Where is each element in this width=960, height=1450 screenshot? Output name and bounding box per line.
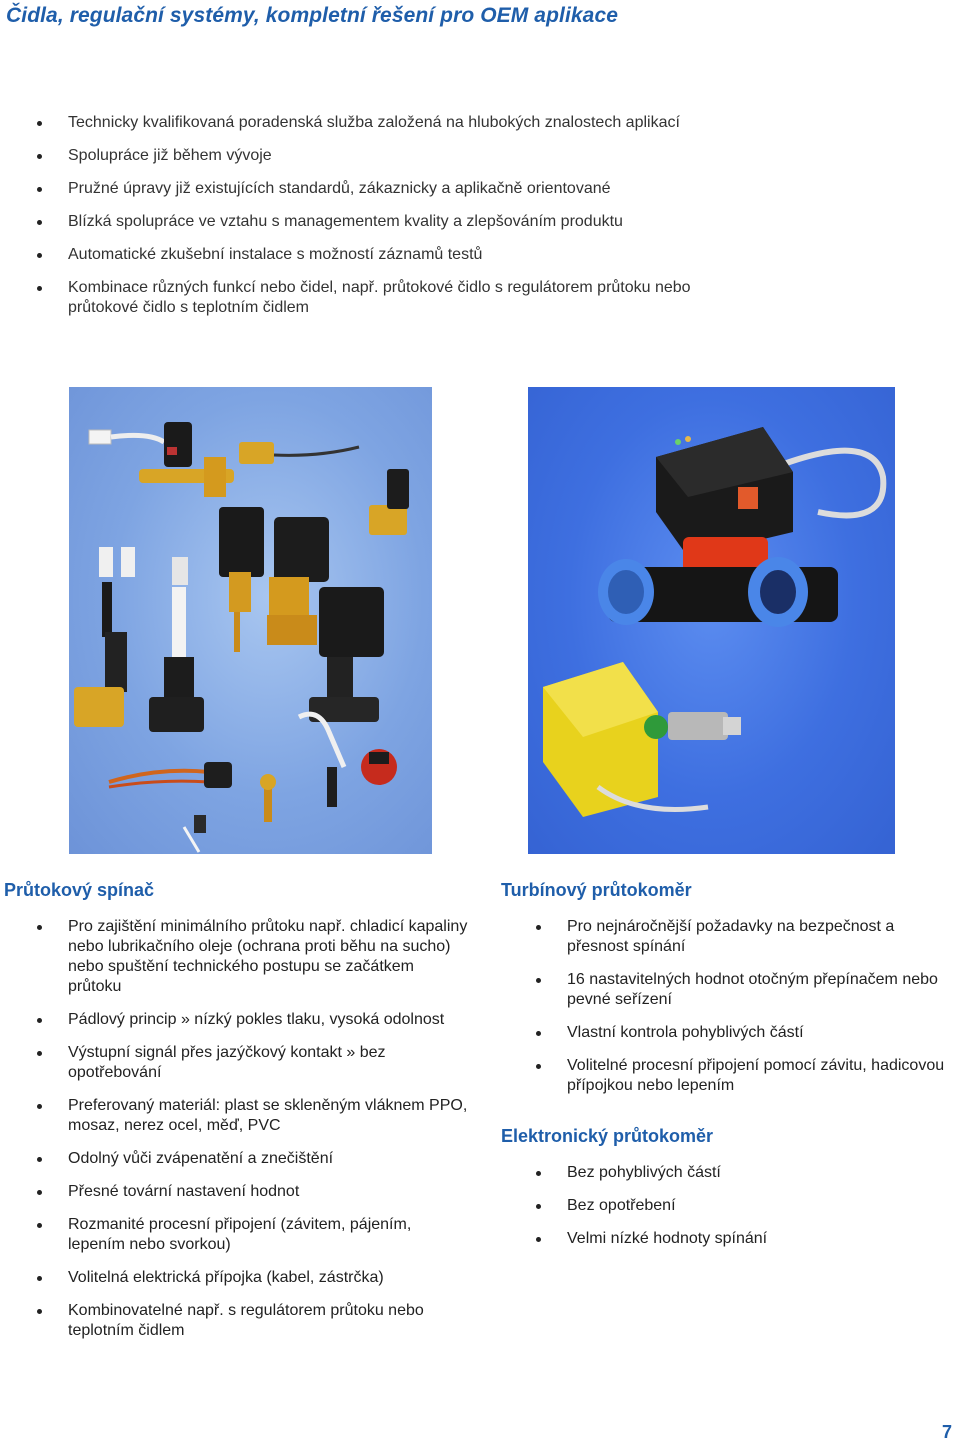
list-item-text: Rozmanité procesní připojení (závitem, pájením, lepením nebo svorkou) <box>68 1216 412 1253</box>
bullet-icon <box>536 1064 541 1069</box>
list-item <box>68 212 948 232</box>
bullet-icon <box>536 1031 541 1036</box>
bullet-icon <box>37 1190 42 1195</box>
bullet-icon <box>37 1223 42 1228</box>
list-item <box>567 1196 952 1216</box>
bullet-icon <box>37 1309 42 1314</box>
list-item <box>68 179 948 199</box>
bullet-icon <box>37 187 42 192</box>
flow-switch-illustration <box>69 387 432 854</box>
turbine-meter-heading: Turbínový průtokoměr <box>501 880 692 900</box>
bullet-icon <box>37 154 42 159</box>
bullet-icon <box>37 286 42 291</box>
list-item-text: Odolný vůči zvápenatění a znečištění <box>68 1150 334 1167</box>
bullet-icon <box>37 1104 42 1109</box>
bullet-icon <box>37 1051 42 1056</box>
electronic-meter-list <box>567 1163 952 1262</box>
list-item-text: Blízká spolupráce ve vztahu s managementem kvality a zlepšováním produktu <box>68 213 623 230</box>
list-item <box>567 1023 952 1043</box>
list-item-text: Volitelné procesní připojení pomocí závitu, hadicovou přípojkou nebo lepením <box>567 1057 945 1094</box>
list-item-text: Pro zajištění minimálního průtoku např. chladicí kapaliny nebo lubrikačního oleje (ochrana proti běhu na sucho) nebo spuštění technického postupu se začátkem průtoku <box>68 918 468 995</box>
list-item <box>567 917 952 957</box>
list-item-text: Přesné tovární nastavení hodnot <box>68 1183 300 1200</box>
list-item <box>68 917 468 997</box>
list-item-text: Pádlový princip » nízký pokles tlaku, vysoká odolnost <box>68 1011 445 1028</box>
list-item <box>68 113 948 133</box>
list-item <box>68 1149 468 1169</box>
list-item-text: 16 nastavitelných hodnot otočným přepínačem nebo pevné seřízení <box>567 971 938 1008</box>
list-item-text: Výstupní signál přes jazýčkový kontakt » bez opotřebování <box>68 1044 386 1081</box>
list-item <box>567 970 952 1010</box>
list-item <box>68 245 948 265</box>
list-item-text: Kombinovatelné např. s regulátorem průtoku nebo teplotním čidlem <box>68 1302 424 1339</box>
list-item <box>68 1268 468 1288</box>
list-item <box>567 1056 952 1096</box>
bullet-icon <box>536 925 541 930</box>
list-item <box>68 1043 468 1083</box>
flow-switch-heading: Průtokový spínač <box>4 880 155 900</box>
list-item-text: Spolupráce již během vývoje <box>68 147 272 164</box>
list-item <box>68 146 948 166</box>
electronic-meter-heading: Elektronický průtokoměr <box>501 1126 714 1146</box>
bullet-icon <box>536 1171 541 1176</box>
list-item-text: Volitelná elektrická přípojka (kabel, zástrčka) <box>68 1269 384 1286</box>
bullet-icon <box>37 1157 42 1162</box>
list-item <box>68 1096 468 1136</box>
bullet-icon <box>37 925 42 930</box>
list-item <box>68 1215 468 1255</box>
list-item-text: Velmi nízké hodnoty spínání <box>567 1230 768 1247</box>
list-item-text: Automatické zkušební instalace s možností záznamů testů <box>68 246 483 263</box>
list-item <box>567 1229 952 1249</box>
list-item-text: Technicky kvalifikovaná poradenská služba založená na hlubokých znalostech aplikací <box>68 114 680 131</box>
flow-meter-product-photo <box>528 387 895 854</box>
list-item-text: Pružné úpravy již existujících standardů, zákaznicky a aplikačně orientované <box>68 180 611 197</box>
bullet-icon <box>37 1276 42 1281</box>
list-item <box>68 1182 468 1202</box>
bullet-icon <box>536 978 541 983</box>
page-title: Čidla, regulační systémy, kompletní řešení pro OEM aplikace <box>6 4 618 27</box>
bullet-icon <box>37 253 42 258</box>
list-item <box>68 1010 468 1030</box>
bullet-icon <box>37 220 42 225</box>
bullet-icon <box>536 1237 541 1242</box>
list-item <box>567 1163 952 1183</box>
bullet-icon <box>536 1204 541 1209</box>
flow-switch-list <box>68 917 468 1354</box>
intro-list <box>68 113 948 331</box>
list-item-text: Preferovaný materiál: plast se skleněným vláknem PPO, mosaz, nerez ocel, měď, PVC <box>68 1097 468 1134</box>
list-item-text: Vlastní kontrola pohyblivých částí <box>567 1024 804 1041</box>
list-item-text: Bez pohyblivých částí <box>567 1164 721 1181</box>
list-item-text: Bez opotřebení <box>567 1197 676 1214</box>
bullet-icon <box>37 1018 42 1023</box>
list-item <box>68 278 738 318</box>
flow-switch-product-photo <box>69 387 432 854</box>
list-item <box>68 1301 468 1341</box>
list-item-text: Pro nejnáročnější požadavky na bezpečnost a přesnost spínání <box>567 918 895 955</box>
list-item-text: Kombinace různých funkcí nebo čidel, např. průtokové čidlo s regulátorem průtoku nebo průtokové čidlo s teplotním čidlem <box>68 279 691 316</box>
flow-meter-illustration <box>528 387 895 854</box>
turbine-meter-list <box>567 917 952 1109</box>
page-number: 7 <box>941 1422 952 1442</box>
bullet-icon <box>37 121 42 126</box>
